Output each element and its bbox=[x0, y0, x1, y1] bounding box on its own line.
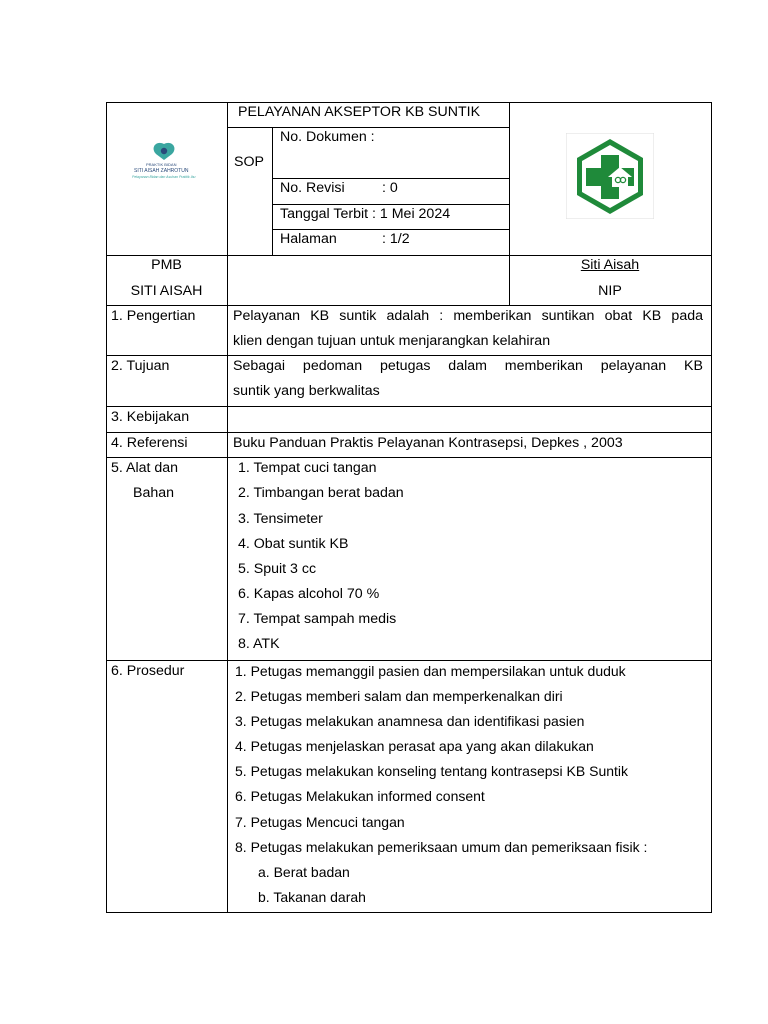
alat-item: 6. Kapas alcohol 70 % bbox=[238, 586, 380, 602]
alat-item: 2. Timbangan berat badan bbox=[238, 485, 404, 501]
kebijakan-label: 3. Kebijakan bbox=[111, 409, 190, 425]
prosedur-item: 7. Petugas Mencuci tangan bbox=[235, 814, 405, 830]
signer-name: Siti Aisah bbox=[580, 257, 640, 273]
tujuan-bottom bbox=[106, 406, 712, 407]
tujuan-label: 2. Tujuan bbox=[111, 358, 170, 374]
tanggal-terbit: Tanggal Terbit : 1 Mei 2024 bbox=[280, 206, 451, 222]
table-border-left bbox=[106, 102, 107, 913]
alat-item: 3. Tensimeter bbox=[238, 511, 323, 527]
logo-line-2: SITI AISAH ZAHROTUN bbox=[134, 168, 189, 174]
health-cross-logo bbox=[566, 133, 654, 219]
tujuan-line-2: suntik yang berkwalitas bbox=[233, 383, 380, 399]
label-column-divider bbox=[227, 102, 228, 913]
green-cross-icon bbox=[566, 133, 654, 219]
prosedur-subitem: b. Takanan darah bbox=[258, 889, 366, 905]
referensi-bottom bbox=[106, 457, 712, 458]
logo-line-1: PRAKTIK BIDAN bbox=[146, 162, 177, 167]
no-revisi-value: : 0 bbox=[382, 180, 398, 196]
table-border-right bbox=[711, 102, 712, 913]
org-bottom bbox=[106, 305, 712, 306]
alat-item: 8. ATK bbox=[238, 636, 280, 652]
prosedur-item: 4. Petugas menjelaskan perasat apa yang akan dilakukan bbox=[235, 738, 594, 754]
pengertian-line-2: klien dengan tujuan untuk menjarangkan kelahiran bbox=[233, 333, 551, 349]
prosedur-item: 1. Petugas memanggil pasien dan mempersilakan untuk duduk bbox=[235, 663, 626, 679]
referensi-text: Buku Panduan Praktis Pelayanan Kontrasepsi, Depkes , 2003 bbox=[233, 435, 623, 451]
kebijakan-bottom bbox=[106, 432, 712, 433]
no-dokumen-label: No. Dokumen : bbox=[280, 129, 375, 145]
prosedur-label: 6. Prosedur bbox=[111, 663, 185, 679]
pengertian-label: 1. Pengertian bbox=[111, 308, 196, 324]
pengertian-bottom bbox=[106, 355, 712, 356]
logo-line-3: Pelayanan Bidan dan Asuhan Praktik Ibu bbox=[132, 175, 196, 179]
clinic-logo bbox=[130, 140, 212, 192]
alat-item: 5. Spuit 3 cc bbox=[238, 561, 317, 577]
signer-nip: NIP bbox=[598, 283, 622, 299]
sop-label: SOP bbox=[234, 154, 264, 170]
prosedur-item: 8. Petugas melakukan pemeriksaan umum dan pemeriksaan fisik : bbox=[235, 839, 648, 855]
sop-divider bbox=[272, 127, 273, 256]
document-title: PELAYANAN AKSEPTOR KB SUNTIK bbox=[238, 104, 481, 120]
prosedur-item: 6. Petugas Melakukan informed consent bbox=[235, 788, 485, 804]
alat-bottom bbox=[106, 660, 712, 661]
alat-label-line-1: 5. Alat dan bbox=[111, 460, 179, 476]
alat-item: 7. Tempat sampah medis bbox=[238, 611, 397, 627]
pengertian-line-1: Pelayanan KB suntik adalah : memberikan suntikan obat KB pada bbox=[233, 308, 703, 324]
halaman-value: : 1/2 bbox=[382, 231, 410, 247]
tujuan-line-1: Sebagai pedoman petugas dalam memberikan pelayanan KB bbox=[233, 358, 703, 374]
alat-item: 1. Tempat cuci tangan bbox=[238, 460, 377, 476]
prosedur-subitem: a. Berat badan bbox=[258, 864, 350, 880]
alat-label-line-2: Bahan bbox=[133, 485, 175, 501]
table-border-bottom bbox=[106, 912, 712, 913]
prosedur-item: 3. Petugas melakukan anamnesa dan identifikasi pasien bbox=[235, 713, 585, 729]
referensi-label: 4. Referensi bbox=[111, 435, 188, 451]
prosedur-item: 5. Petugas melakukan konseling tentang kontrasepsi KB Suntik bbox=[235, 763, 629, 779]
right-logo-divider bbox=[509, 102, 510, 306]
halaman-label: Halaman bbox=[280, 231, 337, 247]
alat-item: 4. Obat suntik KB bbox=[238, 536, 349, 552]
prosedur-item: 2. Petugas memberi salam dan memperkenalkan diri bbox=[235, 688, 563, 704]
org-name-line-1: PMB bbox=[151, 257, 182, 273]
no-revisi-label: No. Revisi bbox=[280, 180, 345, 196]
org-name-line-2: SITI AISAH bbox=[130, 283, 203, 299]
